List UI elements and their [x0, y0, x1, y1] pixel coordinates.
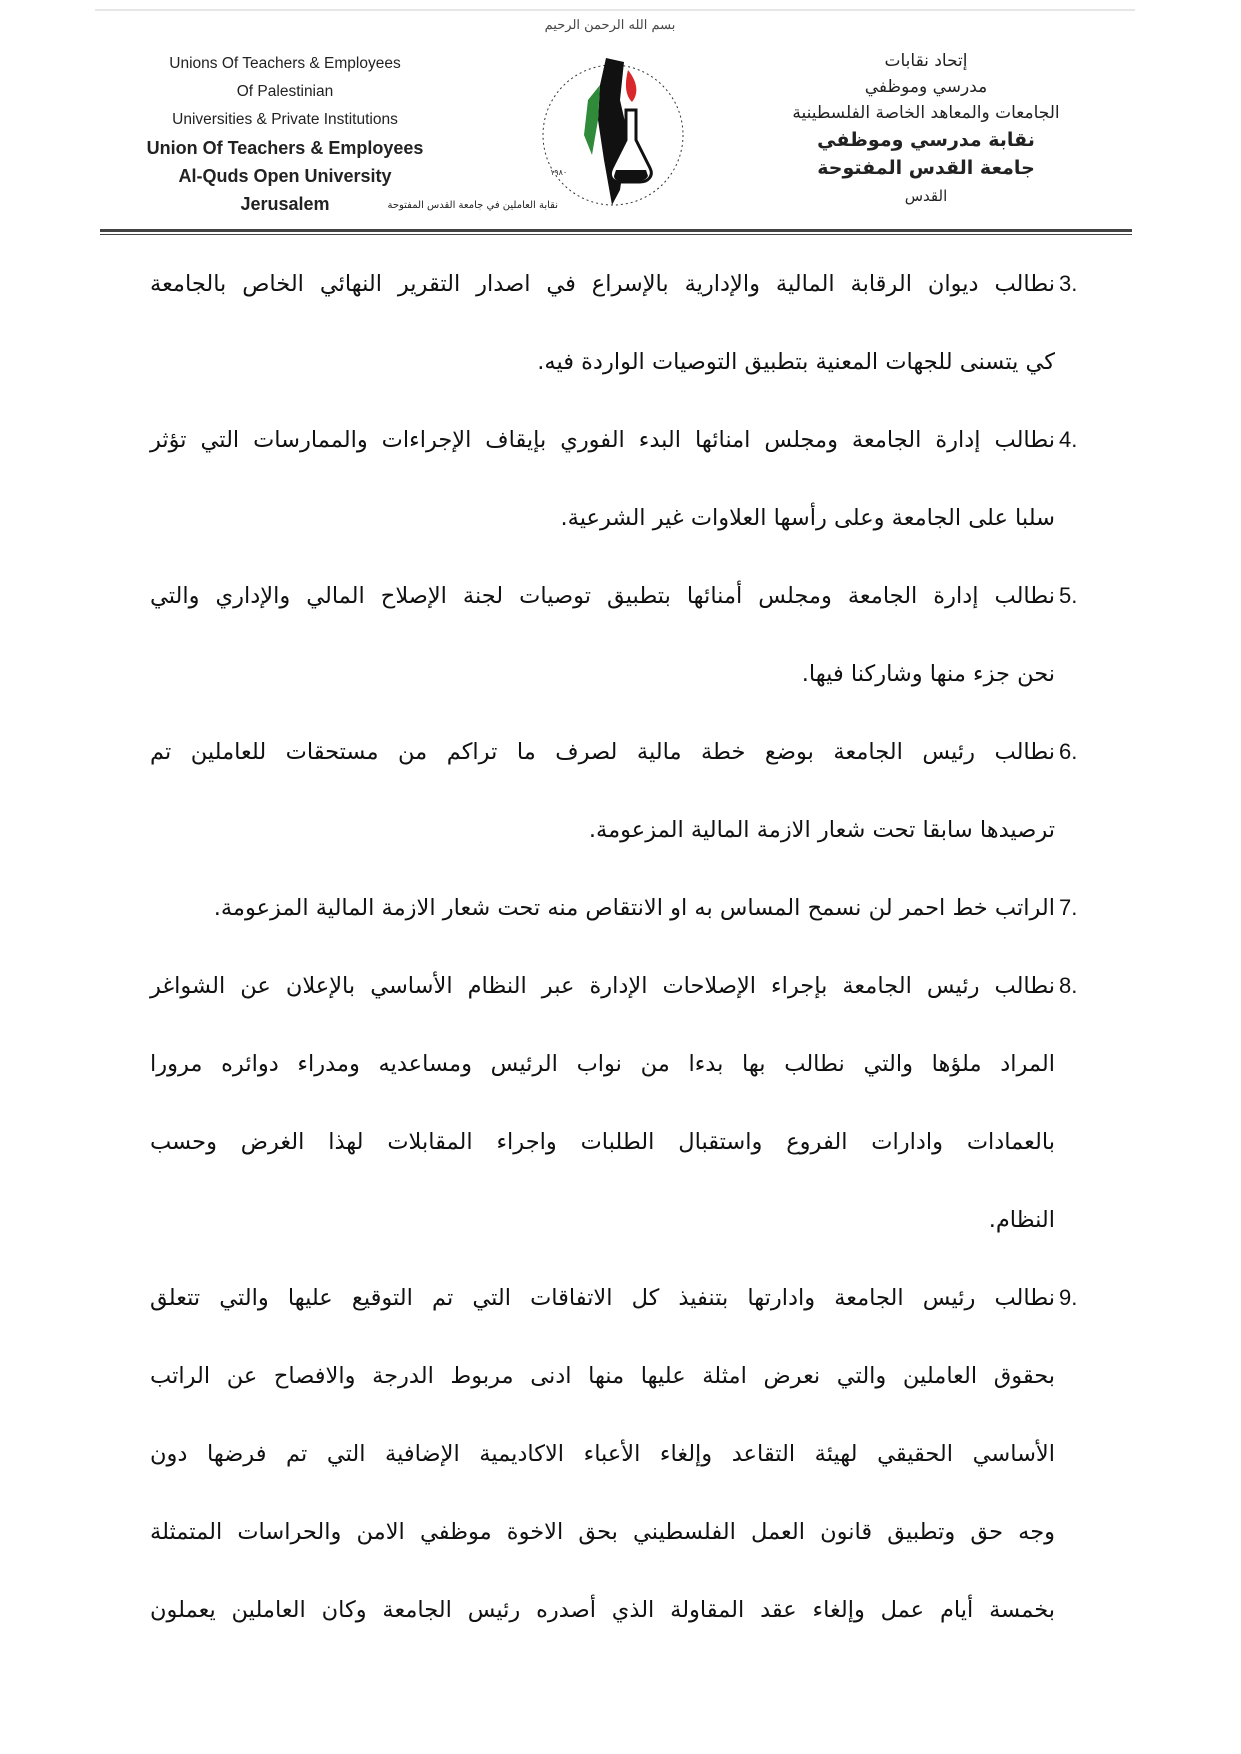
item-line: نحن جزء منها وشاركنا فيها.: [801, 661, 1055, 687]
letterhead-ar-line: جامعة القدس المفتوحة: [817, 157, 1035, 179]
item-number: 4.: [1059, 427, 1078, 452]
letterhead-en-line: Universities & Private Institutions: [172, 111, 398, 128]
item-line: بحقوق العاملين والتي نعرض امثلة عليها منها ادنى مربوط الدرجة والافصاح عن الراتب: [150, 1363, 1055, 1389]
seal-year: ١٩٨٠: [550, 168, 568, 177]
logo-graphic: [387, 40, 698, 220]
union-logo-icon: [387, 40, 698, 220]
item-line: الأساسي الحقيقي لهيئة التقاعد وإلغاء الأعباء الاكاديمية الإضافية التي تم فرضها دون: [150, 1441, 1055, 1467]
item-line: النظام.: [988, 1207, 1055, 1233]
letterhead-ar-line: الجامعات والمعاهد الخاصة الفلسطينية: [792, 103, 1060, 123]
letterhead-arabic: [736, 48, 1116, 210]
item-line: نطالب ديوان الرقابة المالية والإدارية بالإسراع في اصدار التقرير النهائي الخاص بالجامعة: [150, 271, 1055, 297]
letterhead-en-line: Of Palestinian: [236, 83, 334, 100]
map-green-band: [584, 85, 600, 155]
list-item: [150, 1259, 1078, 1649]
item-line: كي يتسنى للجهات المعنية بتطبيق التوصيات الواردة فيه.: [537, 349, 1055, 375]
letterhead-ar-line: إتحاد نقابات: [884, 51, 968, 71]
item-line: سلبا على الجامعة وعلى رأسها العلاوات غير الشرعية.: [560, 505, 1055, 531]
item-line: نطالب رئيس الجامعة بوضع خطة مالية لصرف ما تراكم من مستحقات للعاملين تم: [150, 739, 1055, 765]
list-item: [150, 401, 1078, 557]
letterhead-ar-line: نقابة مدرسي وموظفي: [817, 129, 1035, 151]
item-line: الراتب خط احمر لن نسمح المساس به او الانتقاص منه تحت شعار الازمة المالية المزعومة.: [213, 895, 1055, 921]
item-number: 7.: [1059, 895, 1078, 920]
list-item: [150, 557, 1078, 713]
item-line: نطالب رئيس الجامعة وادارتها بتنفيذ كل الاتفاقات التي تم التوقيع عليها والتي تتعلق: [150, 1285, 1055, 1311]
flame-shape: [626, 70, 636, 102]
item-line: ترصيدها سابقا تحت شعار الازمة المالية المزعومة.: [588, 817, 1055, 843]
letterhead-en-line: Al-Quds Open University: [178, 166, 392, 186]
item-number: 6.: [1059, 739, 1078, 764]
item-number: 5.: [1059, 583, 1078, 608]
item-line: نطالب إدارة الجامعة ومجلس امنائها البدء الفوري بإيقاف الإجراءات والممارسات التي تؤثر: [150, 427, 1055, 453]
letterhead-ar-line: مدرسي وموظفي: [864, 77, 988, 97]
item-number: 9.: [1059, 1285, 1078, 1310]
list-item: [150, 245, 1078, 401]
item-number: 8.: [1059, 973, 1078, 998]
header-divider-thin: [100, 234, 1132, 235]
letterhead-en-line: Union Of Teachers & Employees: [146, 138, 424, 158]
letterhead-en-line: Unions Of Teachers & Employees: [169, 55, 401, 72]
letterhead-english: [95, 50, 475, 218]
list-item: [150, 947, 1078, 1259]
top-edge-rule: [95, 9, 1135, 11]
list-item: [150, 869, 1078, 947]
item-line: نطالب رئيس الجامعة بإجراء الإصلاحات الإدارة عبر النظام الأساسي بالإعلان عن الشواغر: [150, 973, 1055, 999]
letterhead-en-line: Jerusalem: [240, 194, 330, 214]
item-line: المراد ملؤها والتي نطالب بها بدءا من نواب الرئيس ومساعديه ومدراء دوائره مرورا: [150, 1051, 1055, 1077]
demands-list: [150, 245, 1078, 1649]
header-divider-thick: [100, 229, 1132, 232]
item-line: نطالب إدارة الجامعة ومجلس أمنائها بتطبيق توصيات لجنة الإصلاح المالي والإداري والتي: [150, 583, 1055, 609]
basmala-calligraphy: بسم الله الرحمن الرحيم: [544, 18, 676, 33]
item-line: بخمسة أيام عمل وإلغاء عقد المقاولة الذي أصدره رئيس الجامعة وكان العاملين يعملون: [150, 1597, 1055, 1623]
list-item: [150, 713, 1078, 869]
flask-liquid: [614, 170, 648, 181]
item-line: وجه حق وتطبيق قانون العمل الفلسطيني بحق الاخوة موظفي الامن والحراسات المتمثلة: [150, 1519, 1055, 1545]
item-line: بالعمادات وادارات الفروع واستقبال الطلبات واجراء المقابلات لهذا الغرض وحسب: [150, 1129, 1055, 1155]
seal-text: نقابة العاملين في جامعة القدس المفتوحة: [387, 200, 558, 211]
item-number: 3.: [1059, 271, 1078, 296]
letterhead-ar-line: القدس: [904, 187, 948, 205]
